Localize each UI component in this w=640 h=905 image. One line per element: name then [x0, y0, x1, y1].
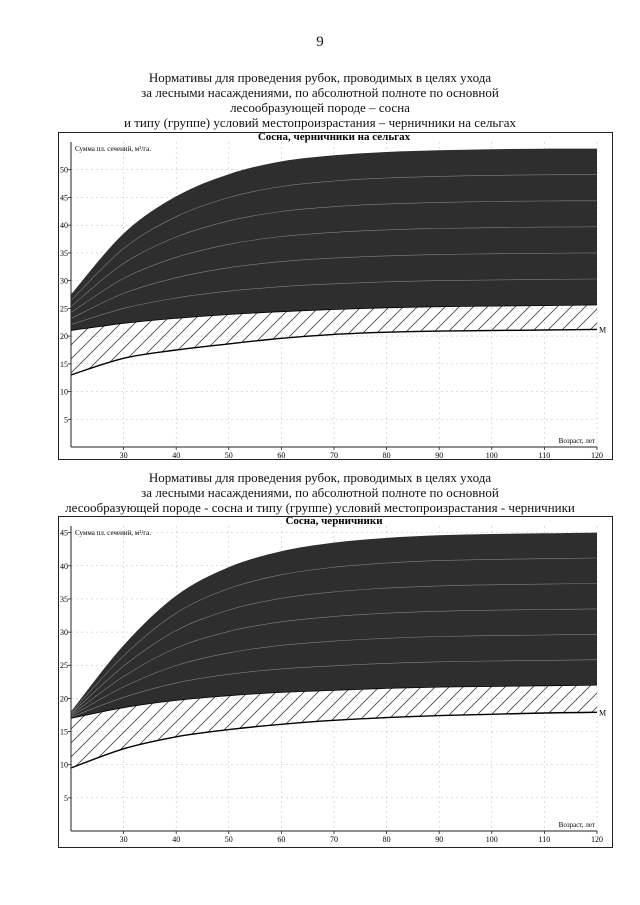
y-tick-label: 35 [60, 248, 68, 258]
x-axis-label: Возраст, лет [558, 437, 595, 445]
plot-area [71, 149, 597, 375]
chart-1-svg [59, 133, 612, 459]
chart-2 [58, 516, 613, 848]
x-tick-label: 50 [224, 835, 233, 844]
x-tick-label: 60 [277, 835, 286, 844]
y-tick-label: 15 [60, 727, 68, 737]
y-tick-label: 30 [60, 276, 68, 286]
y-tick-label: 10 [60, 760, 68, 770]
y-tick-label: 30 [60, 628, 68, 638]
y-tick-label: 5 [64, 793, 68, 803]
y-axis-label: Сумма пл. сечений, м²/га. [75, 529, 152, 537]
y-tick-label: 40 [60, 561, 68, 571]
x-tick-label: 80 [382, 835, 391, 844]
chart-2-svg [59, 517, 612, 847]
series-label-m: M [599, 325, 607, 335]
heading-line: за лесными насаждениями, по абсолютной полноте по основной [141, 485, 499, 500]
page-number: 9 [316, 34, 324, 50]
y-tick-label: 45 [60, 193, 68, 203]
x-tick-label: 90 [435, 835, 444, 844]
x-tick-label: 120 [591, 451, 603, 459]
x-tick-label: 40 [172, 835, 181, 844]
dark-band-area [71, 149, 597, 331]
x-tick-label: 60 [277, 451, 286, 459]
series-label-m: M [599, 708, 607, 718]
chart-title: Сосна, черничники [285, 517, 383, 527]
y-tick-label: 25 [60, 304, 68, 314]
y-tick-label: 5 [64, 415, 68, 425]
x-tick-label: 120 [591, 835, 603, 844]
y-tick-label: 40 [60, 221, 68, 231]
x-tick-label: 70 [330, 835, 338, 844]
x-tick-label: 110 [538, 451, 551, 459]
y-tick-label: 25 [60, 661, 68, 671]
x-tick-label: 110 [538, 835, 551, 844]
heading-line: Нормативы для проведения рубок, проводимых в целях ухода [148, 70, 492, 85]
x-tick-label: 100 [485, 451, 498, 459]
y-tick-label: 45 [60, 528, 68, 538]
chart-heading-2 [0, 470, 640, 515]
x-tick-label: 50 [224, 451, 233, 459]
chart-1 [58, 132, 613, 460]
chart-heading-1 [0, 70, 640, 130]
x-axis-label: Возраст, лет [558, 821, 595, 829]
y-tick-label: 20 [60, 332, 68, 342]
chart-title: Сосна, черничники на сельгах [257, 133, 411, 143]
heading-line: лесообразующей породе - сосна и типу (группе) условий местопроизрастания - черничники [65, 500, 575, 515]
heading-line: Нормативы для проведения рубок, проводимых в целях ухода [148, 470, 492, 485]
x-tick-label: 100 [485, 835, 498, 844]
heading-line: за лесными насаждениями, по абсолютной полноте по основной [141, 85, 499, 100]
y-tick-label: 20 [60, 694, 68, 704]
x-tick-label: 70 [330, 451, 338, 459]
x-tick-label: 30 [119, 451, 128, 459]
y-tick-label: 35 [60, 594, 68, 604]
x-tick-label: 80 [382, 451, 391, 459]
x-tick-label: 40 [172, 451, 181, 459]
y-tick-label: 15 [60, 359, 68, 369]
heading-line: и типу (группе) условий местопроизрастания – черничники на сельгах [124, 115, 516, 130]
x-tick-label: 90 [435, 451, 444, 459]
y-tick-label: 10 [60, 387, 68, 397]
y-tick-label: 50 [60, 165, 68, 175]
heading-line: лесообразующей породе – сосна [230, 100, 410, 115]
x-tick-label: 30 [119, 835, 128, 844]
y-axis-label: Сумма пл. сечений, м²/га. [75, 145, 152, 153]
